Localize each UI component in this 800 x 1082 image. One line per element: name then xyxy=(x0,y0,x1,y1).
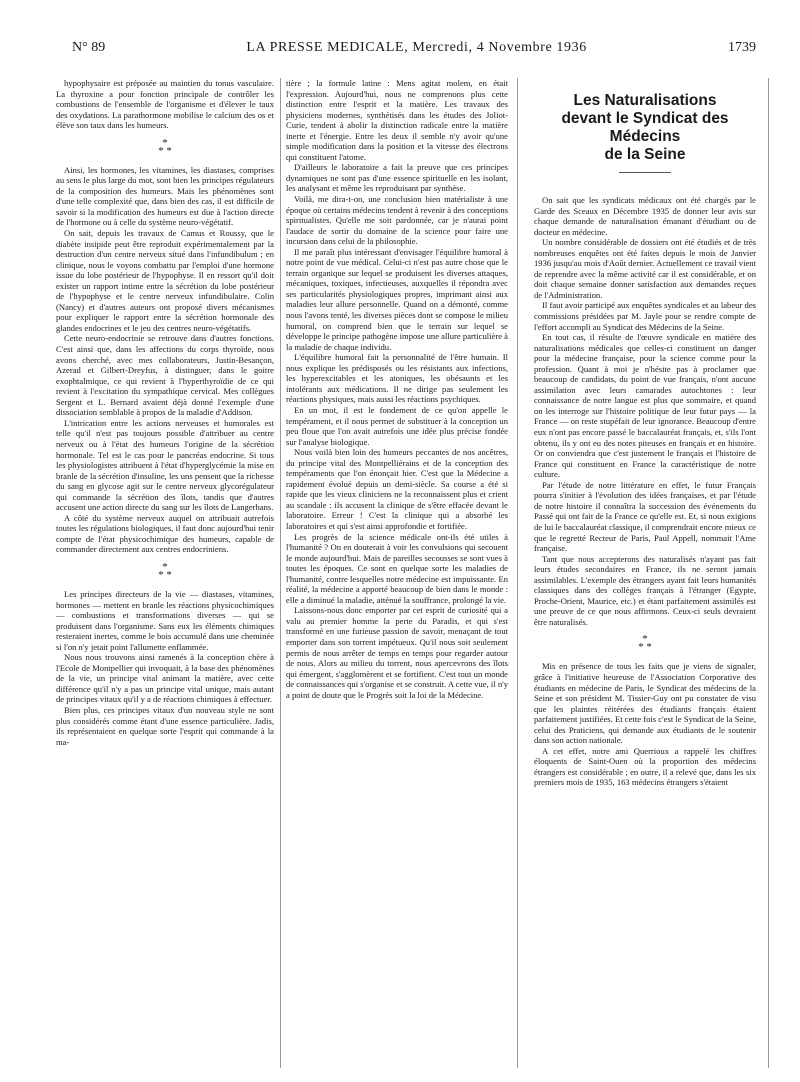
column-rule xyxy=(517,78,518,1068)
column-1 xyxy=(56,78,274,1068)
paragraph: Nous nous trouvons ainsi ramenés à la conception chère à l'Ecole de Montpellier qui invoquait, à la base des phénomènes de la vie, un principe vital animant la matière, avec cette différence qu'il n'y a pas un principe vital unique, mais autant de principes vitaux qu'il y a de réactions chimiques à effectuer. xyxy=(56,652,274,705)
paragraph: Bien plus, ces principes vitaux d'un nouveau style ne sont plus considérés comme étant d'une essence particulière. Jadis, ils représentaient en quelque sorte l'esprit qui commande à la ma- xyxy=(56,704,274,747)
page-number: 1739 xyxy=(727,40,756,55)
heading-line: devant le Syndicat des Médecins xyxy=(561,110,729,145)
paragraph: Tant que nous accepterons des naturalisés n'ayant pas fait leurs études secondaires en France, ils ne seront jamais assimilables. L'exemple des étrangers ayant fait leurs humanités classiques dans des collèges français à l'étranger (Egypte, Proche-Orient, Maurice, etc.) et étant parfaitement assimilés est une preuve de ce que nous affirmons. Ceux-ci seuls devraient être naturalisés. xyxy=(534,553,756,627)
paragraph: Voilà, me dira-t-on, une conclusion bien matérialiste à une époque où certains médecins tendent à revenir à des conceptions spiritualistes. Qu'elle me soit pardonnée, car je n'aurai point l'audace de sortir du domaine de la science pour faire une incursion dans celui de la philosophie. xyxy=(286,194,508,247)
heading-rule xyxy=(619,172,671,173)
paragraph: A côté du système nerveux auquel on attribuait autrefois toutes les régulations biologiques, il faut donc aujourd'hui tenir compte de l'état physicochimique des humeurs, capable de commander directement aux centres endocriniens. xyxy=(56,512,274,555)
asterism-divider: * * * xyxy=(158,560,172,581)
paragraph: Laissons-nous donc emporter par cet esprit de curiosité qui a valu au premier homme la perte du Paradis, et qui s'est transformé en une furieuse passion de savoir, menaçant de tout emporter dans son torrent impétueux. Qu'il nous soit seulement permis de nous arrêter de temps en temps pour regarder autour de nous. Alors au milieu du torrent, nous apercevrons des îlots qui émergent, s'agglomèrent et se fortifient. C'est tout un monde de connaissances qui s'organise et se construit. A cette vue, il n'y a point de doute que le Progrès soit la loi de la Médecine. xyxy=(286,605,508,700)
paragraph: En tout cas, il résulte de l'œuvre syndicale en matière des naturalisations médicales que celles-ci constituent un danger pour la médecine française, pour la science comme pour la profession. Quant à moi je n'hésite pas à proclamer que beaucoup de candidats, du point de vue français, n'ont aucune assimilation avec leurs camarades autochtones : leur connaissance de notre langue est plus que sommaire, et quand on les interroge sur l'histoire politique de leur futur pays — la France — on reste stupéfait de leur ignorance. Beaucoup d'entre eux n'ont pas encore passé le baccalauréat français, et, s'ils l'ont obtenu, ils y ont eu des notes piteuses en français et en histoire. Or on conviendra que c'est justement le français et l'histoire de France qui constituent en France la caractéristique de notre culture. xyxy=(534,332,756,480)
column-rule xyxy=(280,78,281,1068)
article-heading xyxy=(534,92,756,164)
paragraph: Mis en présence de tous les faits que je viens de signaler, grâce à l'initiative heureuse de l'Association Corporative des étudiants en médecine de Paris, le Syndicat des médecins de la Seine et son président M. Tissier-Guy ont pu constater de visu que les plaintes réitérées des étudiants français étaient parfaitement justifiées. Et cette fois c'est le Syndicat de la Seine, celui des Praticiens, qui demande aux étudiants de le soutenir dans son action nationale. xyxy=(534,661,756,746)
paragraph: On sait, depuis les travaux de Camus et Roussy, que le diabète insipide peut être reproduit expérimentalement par la destruction d'un centre nerveux situé dans l'infundibulum ; en clinique, nous le voyons combattu par l'emploi d'une hormone issue du lobe postérieur de l'hypophyse. Il en ressort qu'il doit exister un rapport intime entre la sécrétion du lobe postérieur de l'hypophyse et le centre nerveux infundibulaire. Colin (Nancy) et d'autres auteurs ont proposé divers mécanismes pour expliquer le rapport entre la sécrétion hormonale des glandes endocrines et le jeu des centres neuro-végétatifs. xyxy=(56,228,274,333)
paragraph: tière ; la formule latine : Mens agitat molem, en était l'expression. Aujourd'hui, nous ne comprenons plus cette distinction entre l'esprit et la matière. Les travaux des physiciens modernes, synthétisés dans les études des Joliot-Curie, tendent à abolir la distinction radicale entre la matière inerte et l'énergie. Entre les deux il semble n'y avoir qu'une simple modification dans la position et la vitesse des électrons qui constituent l'atome. xyxy=(286,78,508,162)
paragraph: L'équilibre humoral fait la personnalité de l'être humain. Il nous explique les prédisposés ou les résistants aux infections, les hyperexcitables et les atoniques, les obésaunts et les intolérants aux médications. Il ne dirige pas seulement les réactions physiques, mais aussi les réactions psychiques. xyxy=(286,352,508,405)
paragraph: Un nombre considérable de dossiers ont été étudiés et de très nombreuses enquêtes ont été faites depuis le mois de Janvier 1936 jusqu'au mois d'Août dernier. Actuellement ce travail vient de reprendre avec la même activité car il est considérable, et on doit chaque semaine donner satisfaction aux demandes reçues de l'Administration. xyxy=(534,237,756,300)
heading-line: de la Seine xyxy=(604,146,686,163)
paragraph: Ainsi, les hormones, les vitamines, les diastases, comprises au sens le plus large du mot, sont bien les principes régulateurs de la composition des humeurs. Mais les phénomènes sont d'une telle complexité que, dans bien des cas, il est difficile de savoir si la modification des humeurs est due à l'action directe de l'hormone ou à celle du système neuro-végétatif. xyxy=(56,164,274,228)
column-rule xyxy=(768,78,769,1068)
paragraph: On sait que les syndicats médicaux ont été chargés par le Garde des Sceaux en Décembre 1935 de donner leur avis sur chaque demande de naturalisation émanant d'étudiant ou de docteur en médecine. xyxy=(534,195,756,237)
heading-line: Les Naturalisations xyxy=(573,92,717,109)
paragraph: hypophysaire est préposée au maintien du tonus vasculaire. La thyroxine a pour fonction principale de contrôler les combustions de l'ensemble de l'organisme et d'élever le taux des oxydations. La parathormone mobilise le calcium des os et élève son taux dans les humeurs. xyxy=(56,78,274,131)
page-header xyxy=(72,40,756,66)
paragraph: Nous voilà bien loin des humeurs peccantes de nos ancêtres, du principe vital des Montpelliérains et de la conception des tempéraments que l'on énonçait hier. C'est que la Médecine a rapidement évolué depuis un demi-siècle. Sa course a été si rapide que les vieux cliniciens ne la reconnaissent plus et crient au scandale : ils accusent la clinique de s'être effacée devant le laboratoire. Erreur ! C'est la clinique qui a absorbé les laboratoires et qui s'est ainsi approfondie et fortifiée. xyxy=(286,447,508,531)
paragraph: A cet effet, notre ami Querrioux a rappelé les chiffres éloquents de Saint-Ouen où la proportion des médecins étrangers est considérable ; en outre, il a relevé que, dans les six premiers mois de 1935, 163 médecins étrangers s'étaient xyxy=(534,745,756,788)
paragraph: Cette neuro-endocrinie se retrouve dans d'autres fonctions. C'est ainsi que, dans les affections du corps thyroïde, nous avons cherché, avec mes collaborateurs, Justin-Besançon, Azerad et Gilbert-Dreyfus, à distinguer, dans le goitre exophtalmique, ce qui revient à l'hyperthyroïdie de ce qui revient à l'excitation du sympathique cervical. Mes collègues Sergent et L. Bernard avaient déjà donné l'exemple d'une dissociation semblable à propos de la maladie d'Addison. xyxy=(56,333,274,418)
paragraph: D'ailleurs le laboratoire a fait la preuve que ces principes dynamiques ne sont pas d'une essence spirituelle en les isolant, les analysant et même les reproduisant par synthèse. xyxy=(286,162,508,194)
paragraph: Il faut avoir participé aux enquêtes syndicales et au labeur des commissions présidées par M. Jayle pour se rendre compte de l'effort accompli au Syndicat des Médecins de la Seine. xyxy=(534,300,756,332)
paragraph: En un mot, il est le fondement de ce qu'on appelle le tempérament, et il nous permet de substituer à la conception un peu floue que l'on avait autrefois une idée plus précise fondée sur l'analyse biologique. xyxy=(286,404,508,447)
paragraph: L'intrication entre les actions nerveuses et humorales est telle qu'il n'est pas toujours possible d'attribuer au centre nerveux ou à l'état des humeurs l'origine de la sécrétion hormonale. Tel est le cas pour le pancréas endocrine. Si tous les physiologistes attribuent à l'état d'hyperglycémie la mise en branle de la sécrétion d'insuline, les uns pensent que la richesse du sang en glycose agit sur le centre nerveux glycorégulateur qui commande la sécrétion des îlots, tandis que d'autres accusent une action directe du sang sur les îlots de Langerhans. xyxy=(56,417,274,513)
paragraph: Par l'étude de notre littérature en effet, le futur Français pourra s'initier à l'évolution des idées françaises, et par l'étude de notre histoire il connaîtra la succession des événements du Passé qui ont fait de la France ce qu'elle est. Et, si nous exigions de lui le baccalauréat classique, il comprendrait encore mieux ce que le regretté Recteur de Paris, Paul Appell, nommait l'Ame française. xyxy=(534,479,756,554)
column-3 xyxy=(534,78,756,1068)
paragraph: Les progrès de la science médicale ont-ils été utiles à l'humanité ? On en douterait à voir les convulsions qui secouent le monde aujourd'hui. Mais de pareilles secousses se sont vues à toutes les époques. Ce sont en quelque sorte les maladies de l'humanité, contre lesquelles notre médecine est impuissante. En réalité, la médecine a apporté beaucoup de bien dans le monde : elle a diminué la maladie, atténué la souffrance, prolongé la vie. xyxy=(286,531,508,605)
paragraph: Il me paraît plus intéressant d'envisager l'équilibre humoral à notre point de vue médical. Celui-ci n'est pas autre chose que le terrain organique sur lequel se produisent les diverses attaques, mécaniques, toxiques, infectieuses, auxquelles il répondra avec ses particularités physiologiques propres, imprimant ainsi aux maladies leur allure personnelle. Quand on a démonté, comme nous l'avons tenté, les diverses pièces dont se compose le milieu humoral, on comprend bien que le terrain sur lequel se développe le principe pathogène impose une allure particulière à la maladie de chaque individu. xyxy=(286,246,508,352)
asterism-divider: * * * xyxy=(158,136,172,157)
journal-title: LA PRESSE MEDICALE, Mercredi, 4 Novembre 1936 xyxy=(246,40,587,55)
column-2 xyxy=(286,78,508,1068)
paragraph: Les principes directeurs de la vie — diastases, vitamines, hormones — mettent en branle les réactions physicochimiques — combustions et transformations diverses — qui se produisent dans l'organisme. Sans eux les éléments chimiques resteraient inertes, comme le bois accumulé dans une cheminée si l'on n'y jetait point l'allumette enflammée. xyxy=(56,588,274,652)
issue-number: N° 89 xyxy=(72,40,106,55)
asterism-divider: * * * xyxy=(638,633,652,654)
